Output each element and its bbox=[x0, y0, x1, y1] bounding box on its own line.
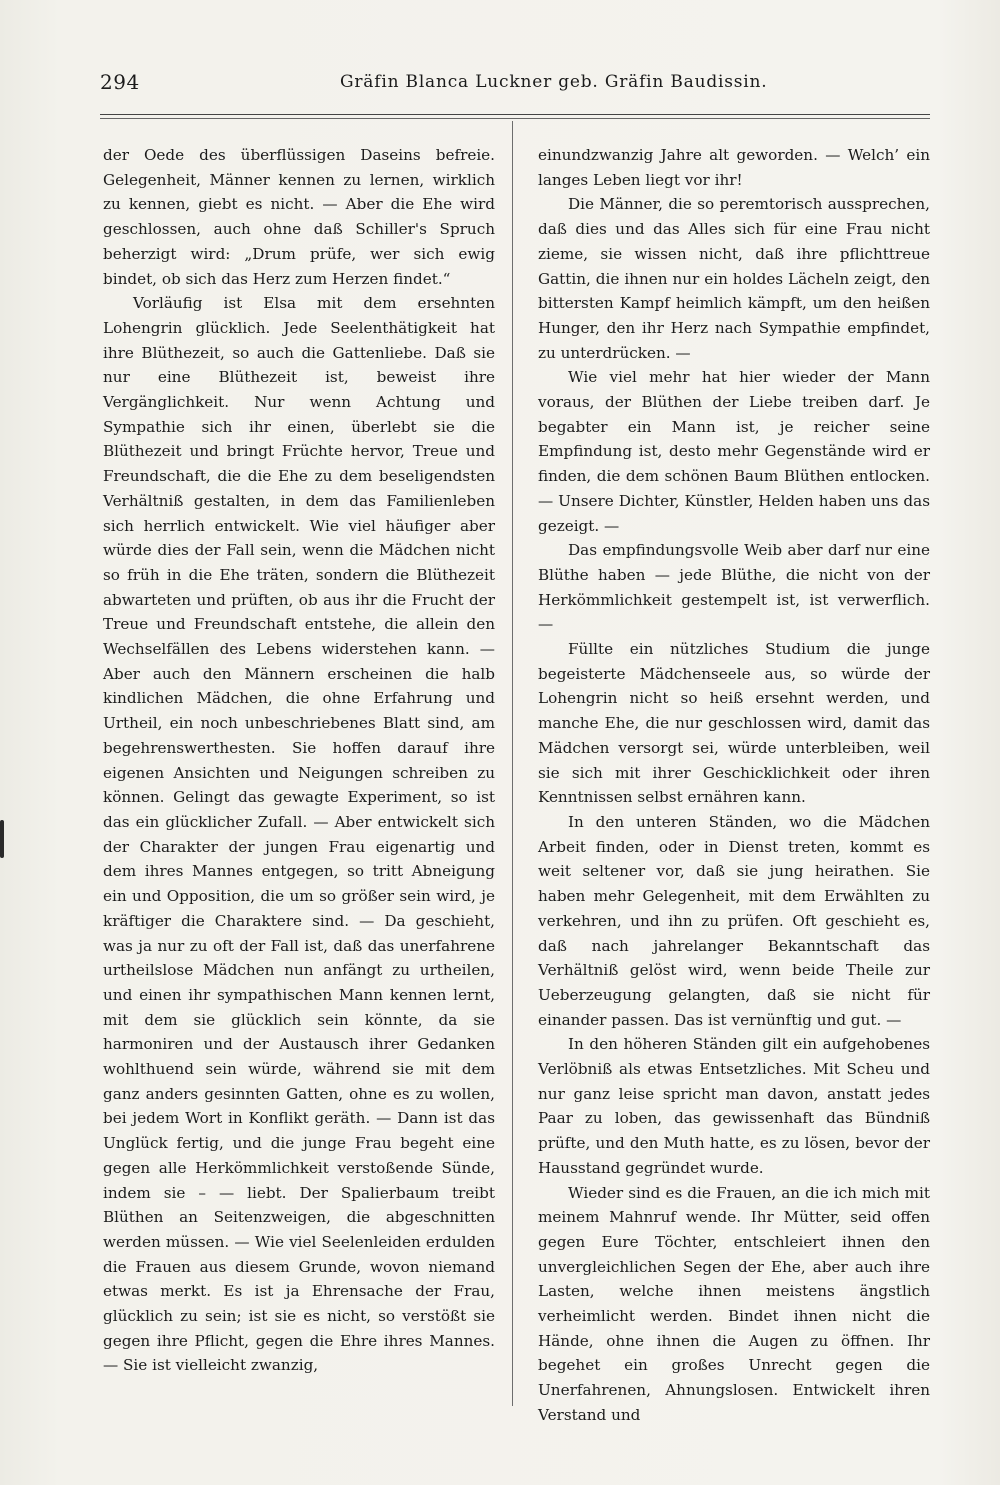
column-divider bbox=[512, 121, 513, 1406]
paragraph: Füllte ein nützliches Studium die junge begeisterte Mädchenseele aus, so würde der Lohengrin nicht so heiß ersehnt werden, und manche Ehe, die nur geschlossen wird, damit das Mädchen versorgt sei, würde unterbleiben, weil sie sich mit ihrer Geschicklichkeit oder ihren Kenntnissen selbst ernähren kann. bbox=[538, 640, 930, 807]
paragraph: der Oede des überflüssigen Daseins befreie. Gelegenheit, Männer kennen zu lernen, wirklich zu kennen, giebt es nicht. — Aber die Ehe wird geschlossen, auch ohne daß Schiller's Spruch beherzigt wird: „Drum prüfe, wer sich ewig bindet, ob sich das Herz zum Herzen findet.“ bbox=[103, 146, 495, 288]
paragraph: Die Männer, die so peremtorisch aussprechen, daß dies und das Alles sich für eine Frau nicht zieme, sie wissen nicht, daß ihre pflichttreue Gattin, die ihnen nur ein holdes Lächeln zeigt, den bittersten Kampf heimlich kämpft, um den heißen Hunger, den ihr Herz nach Sympathie empfindet, zu unterdrücken. — bbox=[538, 195, 930, 362]
running-title: Gräfin Blanca Luckner geb. Gräfin Baudissin. bbox=[340, 72, 768, 92]
binding-edge-mark bbox=[0, 820, 4, 858]
paragraph: In den höheren Ständen gilt ein aufgehobenes Verlöbniß als etwas Entsetzliches. Mit Scheu und nur ganz leise spricht man davon, anstatt jedes Paar zu loben, das gewissenhaft das Bündniß prüfte, und den Muth hatte, es zu lösen, bevor der Hausstand gegründet wurde. bbox=[538, 1035, 930, 1177]
header-rule bbox=[100, 114, 930, 119]
right-column bbox=[538, 143, 930, 1428]
left-column bbox=[103, 143, 495, 1378]
page-number: 294 bbox=[100, 70, 140, 94]
paragraph: Wie viel mehr hat hier wieder der Mann voraus, der Blüthen der Liebe treiben darf. Je begabter ein Mann ist, je reicher seine Empfindung ist, desto mehr Gegenstände wird er finden, die dem schönen Baum Blüthen entlocken. — Unsere Dichter, Künstler, Helden haben uns das gezeigt. — bbox=[538, 368, 930, 535]
paragraph: Vorläufig ist Elsa mit dem ersehnten Lohengrin glücklich. Jede Seelenthätigkeit hat ihre Blüthezeit, so auch die Gattenliebe. Daß sie nur eine Blüthezeit ist, beweist ihre Vergänglichkeit. Nur wenn Achtung und Sympathie sich ihr einen, überlebt sie die Blüthezeit und bringt Früchte hervor, Treue und Freundschaft, die die Ehe zu dem beseligendsten Verhältniß gestalten, in dem das Familienleben sich herrlich entwickelt. Wie viel häufiger aber würde dies der Fall sein, wenn die Mädchen nicht so früh in die Ehe träten, sondern die Blüthezeit abwarteten und prüften, ob aus ihr die Frucht der Treue und Freundschaft entstehe, die allein den Wechselfällen des Lebens widerstehen kann. — Aber auch den Männern erscheinen die halb kindlichen Mädchen, die ohne Erfahrung und Urtheil, ein noch unbeschriebenes Blatt sind, am begehrenswerthesten. Sie hoffen darauf ihre eigenen Ansichten und Neigungen schreiben zu können. Gelingt das gewagte Experiment, so ist das ein glücklicher Zufall. — Aber entwickelt sich der Charakter der jungen Frau eigenartig und dem ihres Mannes entgegen, so tritt Abneigung ein und Opposition, die um so größer sein wird, je kräftiger die Charaktere sind. — Da geschieht, was ja nur zu oft der Fall ist, daß das unerfahrene urtheilslose Mädchen nun anfängt zu urtheilen, und einen ihr sympathischen Mann kennen lernt, mit dem sie glücklich sein könnte, da sie harmoniren und der Austausch ihrer Gedanken wohlthuend sein würde, während sie mit dem ganz anders gesinnten Gatten, ohne es zu wollen, bei jedem Wort in Konflikt geräth. — Dann ist das Unglück fertig, und die junge Frau begeht eine gegen alle Herkömmlichkeit verstoßende Sünde, indem sie – — liebt. Der Spalierbaum treibt Blüthen an Seitenzweigen, die abgeschnitten werden müssen. — Wie viel Seelenleiden erdulden die Frauen aus diesem Grunde, wovon niemand etwas merkt. Es ist ja Ehrensache der Frau, glücklich zu sein; ist sie es nicht, so verstößt sie gegen ihre Pflicht, gegen die Ehre ihres Mannes. — Sie ist vielleicht zwanzig, bbox=[103, 294, 495, 1375]
paragraph: einundzwanzig Jahre alt geworden. — Welch’ ein langes Leben liegt vor ihr! bbox=[538, 146, 930, 189]
paragraph: Das empfindungsvolle Weib aber darf nur eine Blüthe haben — jede Blüthe, die nicht von der Herkömmlichkeit gestempelt ist, ist verwerflich. — bbox=[538, 541, 930, 634]
running-head bbox=[100, 70, 920, 100]
paragraph: In den unteren Ständen, wo die Mädchen Arbeit finden, oder in Dienst treten, kommt es weit seltener vor, daß sie jung heirathen. Sie haben mehr Gelegenheit, mit dem Erwählten zu verkehren, und ihn zu prüfen. Oft geschieht es, daß nach jahrelanger Bekanntschaft das Verhältniß gelöst wird, wenn beide Theile zur Ueberzeugung gelangten, daß sie nicht für einander passen. Das ist vernünftig und gut. — bbox=[538, 812, 930, 1029]
paragraph: Wieder sind es die Frauen, an die ich mich mit meinem Mahnruf wende. Ihr Mütter, seid offen gegen Eure Töchter, entschleiert ihnen den unvergleichlichen Segen der Ehe, aber auch ihre Lasten, welche ihnen meistens ängstlich verheimlicht werden. Bindet ihnen nicht die Hände, ohne ihnen die Augen zu öffnen. Ihr begehet ein großes Unrecht gegen die Unerfahrenen, Ahnungslosen. Entwickelt ihren Verstand und bbox=[538, 1183, 930, 1424]
